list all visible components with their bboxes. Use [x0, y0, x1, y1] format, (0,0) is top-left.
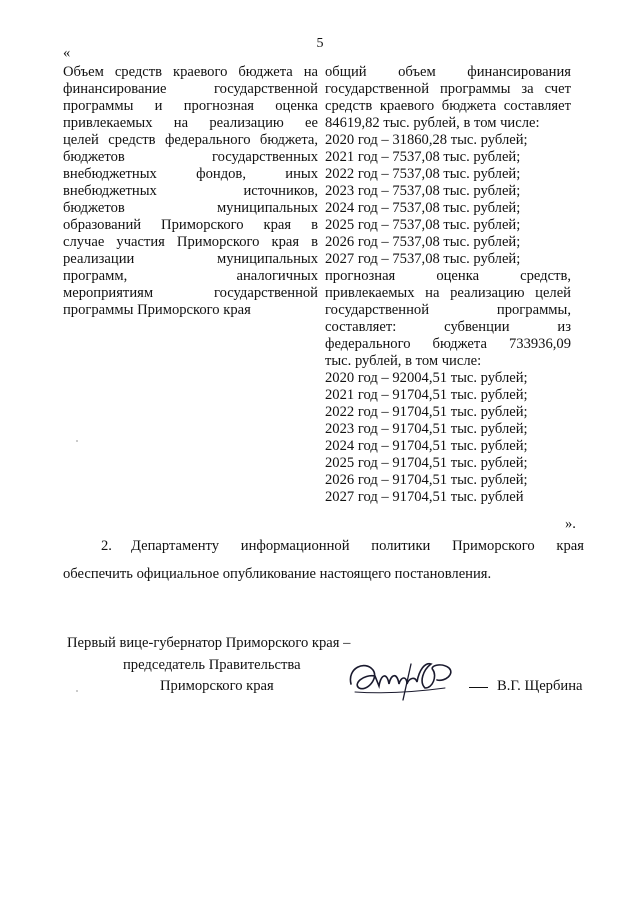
scan-speck	[76, 440, 78, 442]
paragraph-number: 2.	[101, 538, 112, 554]
scan-speck	[76, 690, 78, 692]
left-column-line: образований Приморского края в	[63, 217, 318, 233]
federal-years-line: 2020 год – 92004,51 тыс. рублей;	[325, 370, 528, 386]
right-federal-intro-line: государственной программы,	[325, 302, 571, 318]
right-intro-line: общий объем финансирования	[325, 64, 571, 80]
left-column-line: привлекаемых на реализацию ее	[63, 115, 318, 131]
left-column-line: внебюджетных фондов, иных	[63, 166, 318, 182]
regional-years-line: 2026 год – 7537,08 тыс. рублей;	[325, 234, 521, 250]
right-federal-intro-line: привлекаемых на реализацию целей	[325, 285, 571, 301]
federal-years-line: 2027 год – 91704,51 тыс. рублей	[325, 489, 524, 505]
regional-years-line: 2022 год – 7537,08 тыс. рублей;	[325, 166, 521, 182]
signatory-title-line-1: Первый вице-губернатор Приморского края –	[67, 635, 351, 651]
right-intro-line: 84619,82 тыс. рублей, в том числе:	[325, 115, 540, 131]
handwritten-signature	[345, 648, 470, 708]
left-column-line: бюджетов государственных	[63, 149, 318, 165]
regional-years-line: 2027 год – 7537,08 тыс. рублей;	[325, 251, 521, 267]
federal-years-line: 2023 год – 91704,51 тыс. рублей;	[325, 421, 528, 437]
left-column-line: Объем средств краевого бюджета на	[63, 64, 318, 80]
signatory-name: В.Г. Щербина	[497, 678, 583, 694]
left-column-line: целей средств федерального бюджета,	[63, 132, 318, 148]
page-number: 5	[316, 36, 324, 51]
opening-quote: «	[63, 45, 71, 61]
left-column-line: случае участия Приморского края в	[63, 234, 318, 250]
signatory-title-line-2: председатель Правительства	[123, 657, 301, 673]
right-federal-intro-line: федерального бюджета 733936,09	[325, 336, 571, 352]
left-column-line: программ, аналогичных	[63, 268, 318, 284]
federal-years-line: 2021 год – 91704,51 тыс. рублей;	[325, 387, 528, 403]
left-column-line: внебюджетных источников,	[63, 183, 318, 199]
closing-quote: ».	[565, 516, 576, 532]
left-column-line: реализации муниципальных	[63, 251, 318, 267]
federal-years-line: 2025 год – 91704,51 тыс. рублей;	[325, 455, 528, 471]
right-intro-line: государственной программы за счет	[325, 81, 571, 97]
right-federal-intro-line: тыс. рублей, в том числе:	[325, 353, 482, 369]
regional-years-line: 2024 год – 7537,08 тыс. рублей;	[325, 200, 521, 216]
regional-years-line: 2021 год – 7537,08 тыс. рублей;	[325, 149, 521, 165]
left-column-line: программы Приморского края	[63, 302, 251, 318]
paragraph-2-line-1: Департаменту информационной политики Приморского края	[131, 538, 584, 554]
signature-dash	[469, 687, 488, 688]
left-column-line: мероприятиям государственной	[63, 285, 318, 301]
regional-years-line: 2023 год – 7537,08 тыс. рублей;	[325, 183, 521, 199]
regional-years-line: 2025 год – 7537,08 тыс. рублей;	[325, 217, 521, 233]
left-column-line: бюджетов муниципальных	[63, 200, 318, 216]
right-federal-intro-line: прогнозная оценка средств,	[325, 268, 571, 284]
left-column-line: программы и прогнозная оценка	[63, 98, 318, 114]
federal-years-line: 2022 год – 91704,51 тыс. рублей;	[325, 404, 528, 420]
paragraph-2-line-2: обеспечить официальное опубликование настоящего постановления.	[63, 566, 492, 582]
regional-years-line: 2020 год – 31860,28 тыс. рублей;	[325, 132, 528, 148]
federal-years-line: 2026 год – 91704,51 тыс. рублей;	[325, 472, 528, 488]
left-column-line: финансирование государственной	[63, 81, 318, 97]
right-intro-line: средств краевого бюджета составляет	[325, 98, 571, 114]
signatory-title-line-3: Приморского края	[160, 678, 274, 694]
right-federal-intro-line: составляет: субвенции из	[325, 319, 571, 335]
federal-years-line: 2024 год – 91704,51 тыс. рублей;	[325, 438, 528, 454]
